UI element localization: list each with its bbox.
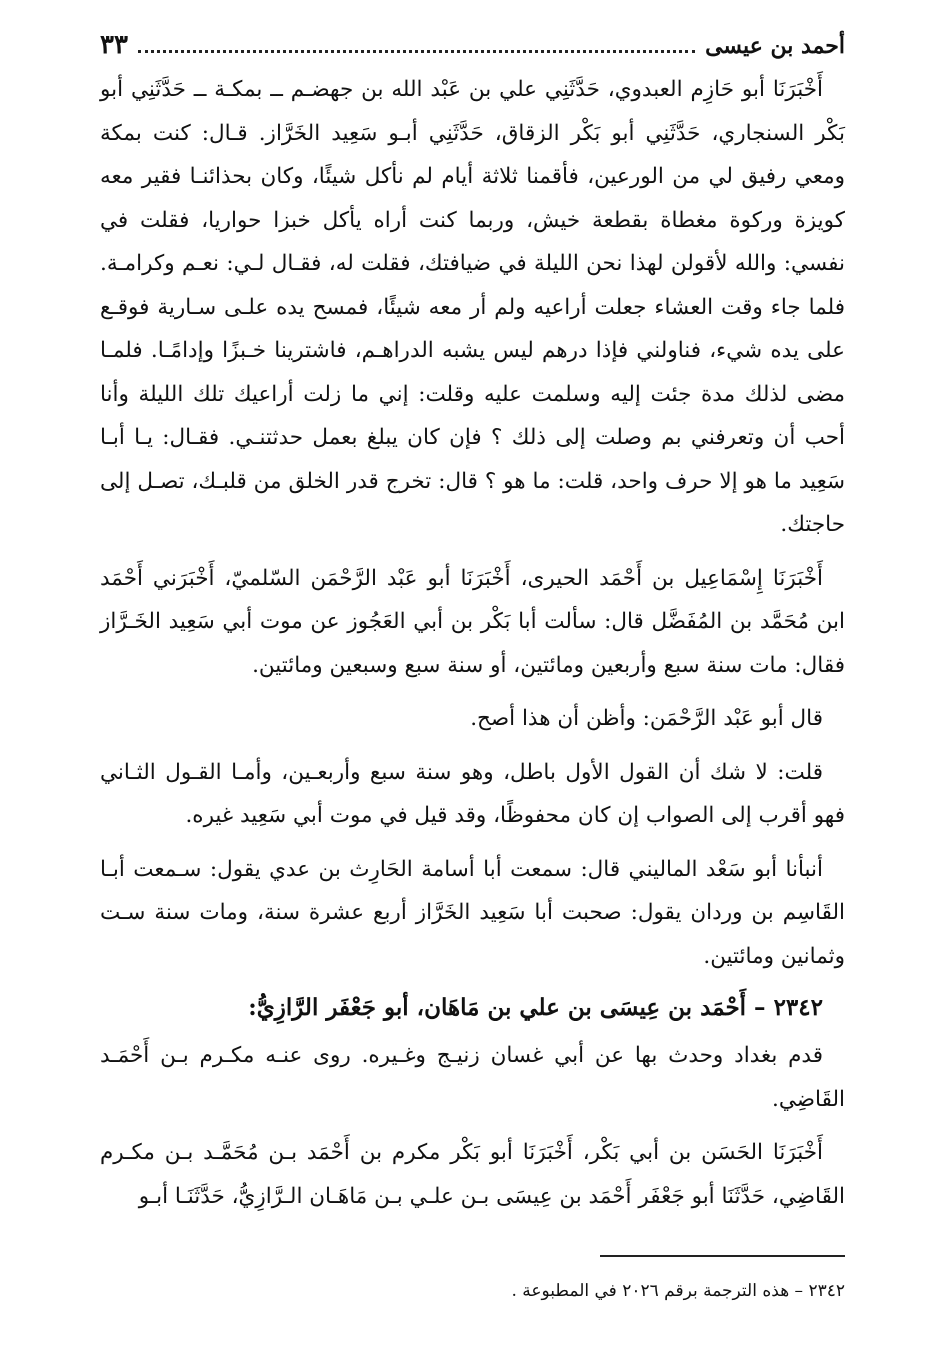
paragraph: أَخْبَرَنَا إِسْمَاعِيل بن أَحْمَد الحيرى، أَخْبَرَنَا أبو عَبْد الرَّحْمَن السّلميّ، أَخْبَرَني أَحْمَد ابن مُحَمَّد بن المُفَضَّل قال: سألت أبا بَكْر بن أبي العَجُوز عن موت أبي سَعِيد الخَـرَّاز فقال: مات سنة سبع وأربعين ومائتين، أو سنة سبع وسبعين ومائتين. [100, 565, 845, 678]
paragraph: قلت: لا شك أن القول الأول باطل، وهو سنة سبع وأربعـين، وأمـا القـول الثـاني فهو أقرب إلى الصواب إن كان محفوظًا، وقد قيل في موت أبي سَعِيد غيره. [100, 759, 845, 828]
paragraph: أَخْبَرَنَا الحَسَن بن أبي بَكْر، أَخْبَرَنَا أبو بَكْر مكرم بن أَحْمَد بـن مُحَمَّـد بـن مكـرم القَاضِي، حَدَّثَنَا أبو جَعْفَر أَحْمَد بن عِيسَى بـن علـي بـن مَاهَـان الـرَّازِيُّ، حَدَّثَنَـا أبـو [100, 1140, 845, 1209]
page [100, 30, 845, 1218]
paragraph: قال أبو عَبْد الرَّحْمَن: وأظن أن هذا أصح. [470, 706, 823, 731]
body-text [100, 68, 845, 1218]
dotted-leader [138, 49, 695, 53]
paragraph: قدم بغداد وحدث بها عن أبي غسان زنيـج وغـيره. روى عنـه مكـرم بـن أَحْمَـد القَاضِي. [100, 1043, 845, 1112]
footnote: ٢٣٤٢ – هذه الترجمة برقم ٢٠٢٦ في المطبوعة . [511, 1281, 845, 1301]
paragraph: أنبأنا أبو سَعْد الماليني قال: سمعت أبا أسامة الحَارِث بن عدي يقول: سـمعت أبـا القَاسِم بن وردان يقول: صحبت أبا سَعِيد الخَرَّاز أربع عشرة سنة، ومات سنة سـت وثمانين ومائتين. [100, 856, 845, 969]
page-header [100, 30, 845, 68]
entry-heading: ٢٣٤٢ – أَحْمَد بن عِيسَى بن علي بن مَاهَان، أبو جَعْفَر الرَّازِيُّ: [248, 994, 823, 1021]
paragraph: أَخْبَرَنَا أبو حَازِم العبدوي، حَدَّثَنِي علي بن عَبْد الله بن جهضـم ــ بمكـة ــ حَدَّثَنِي أبو بَكْر السنجاري، حَدَّثَنِي أبو بَكْر الزقاق، حَدَّثَنِي أبـو سَعِيد الخَرَّاز. قـال: كنت بمكة ومعي رفيق لي من الورعين، فأقمنا ثلاثة أيام لم نأكل شيئًا، وكان بحذائنـا فقير معه كويزة وركوة مغطاة بقطعة خيش، وربما كنت أراه يأكل خبزا حواريا، فقلت في نفسي: والله لأقولن لهذا نحن الليلة في ضيافتك، فقلت له، فقـال لـي: نعـم وكرامـة. فلما جاء وقت العشاء جعلت أراعيه ولم أر معه شيئًا، فمسح يده علـى سـارية فوقـع على يده شيء، فناولني فإذا درهم ليس يشبه الدراهـم، فاشترينا خـبزًا وإدامًـا. فلمـا مضى لذلك مدة جئت إليه وسلمت عليه وقلت: إني ما زلت أراعيك تلك الليلة وأنا أحب أن وتعرفني بم وصلت إلى ذلك ؟ فإن كان يبلغ بعمل حدثتنـي. فقـال: يـا أبـا سَعِيد ما هو إلا حرف واحد، قلت: ما هو ؟ قال: تخرج قدر الخلق من قلبـك، تصـل إلى حاجتك. [100, 77, 845, 537]
footnote-divider [600, 1255, 845, 1257]
page-number: ٣٣ [100, 30, 128, 60]
running-title: أحمد بن عيسى [705, 33, 845, 59]
